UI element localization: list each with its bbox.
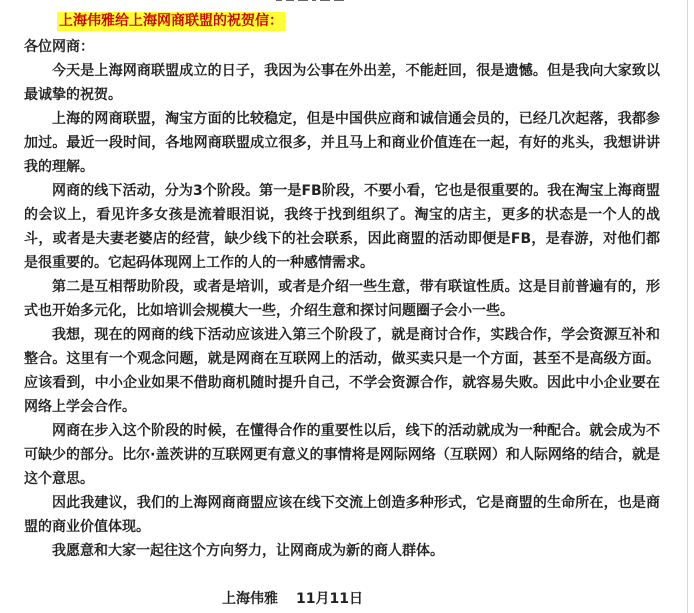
salutation: 各位网商： [24, 39, 94, 55]
paragraph-6: 网商在步入这个阶段的时候，在懂得合作的重要性以后，线下的活动就成为一种配合。就会成为不可缺少的部分。比尔·盖茨讲的互联网更有意义的事情将是网际网络（互联网）和人际网络的结合，就是这个意思。 [24, 423, 660, 487]
cropped-date-line [276, 0, 396, 9]
signature-date: 11月11日 [296, 591, 363, 607]
paragraph-1: 今天是上海网商联盟成立的日子，我因为公事在外出差，不能赶回，很是遗憾。但是我向大家致以最诚挚的祝贺。 [24, 63, 660, 103]
right-divider [687, 0, 688, 613]
signature-name: 上海伟雅 [222, 591, 278, 607]
paragraph-3: 网商的线下活动，分为3个阶段。第一是FB阶段，不要小看，它也是很重要的。我在淘宝上海商盟的会议上，看见许多女孩是流着眼泪说，我终于找到组织了。淘宝的店主，更多的状态是一个人的战斗，或者是夫妻老婆店的经营，缺少线下的社会联系，因此商盟的活动即便是FB，是春游，对他们都是很重要的。它起码体现网上工作的人的一种感情需求。 [24, 183, 660, 271]
paragraph-5: 我想，现在的网商的线下活动应该进入第三个阶段了，就是商讨合作，实践合作，学会资源互补和整合。这里有一个观念问题，就是网商在互联网上的活动，做买卖只是一个方面，甚至不是高级方面。应该看到，中小企业如果不借助商机随时提升自己，不学会资源合作，就容易失败。因此中小企业要在网络上学会合作。 [24, 327, 660, 415]
paragraph-7: 因此我建议，我们的上海网商商盟应该在线下交流上创造多种形式，它是商盟的生命所在，也是商盟的商业价值体现。 [24, 495, 660, 535]
paragraph-4: 第二是互相帮助阶段，或者是培训，或者是介绍一些生意，带有联谊性质。这是目前普遍有的，形式也开始多元化，比如培训会规模大一些，介绍生意和探讨问题圈子会小一些。 [24, 279, 660, 319]
signature-block [222, 589, 363, 609]
paragraph-8: 我愿意和大家一起往这个方向努力，让网商成为新的商人群体。 [52, 543, 444, 559]
paragraph-2: 上海的网商联盟，淘宝方面的比较稳定，但是中国供应商和诚信通会员的，已经几次起落，我都参加过。最近一段时间，各地网商联盟成立很多，并且马上和商业价值连在一起，有好的兆头，我想讲讲我的理解。 [24, 111, 660, 175]
letter-title: 上海伟雅给上海网商联盟的祝贺信： [59, 13, 283, 29]
cropped-text-fragment [276, 0, 396, 5]
letter-body [24, 35, 660, 563]
